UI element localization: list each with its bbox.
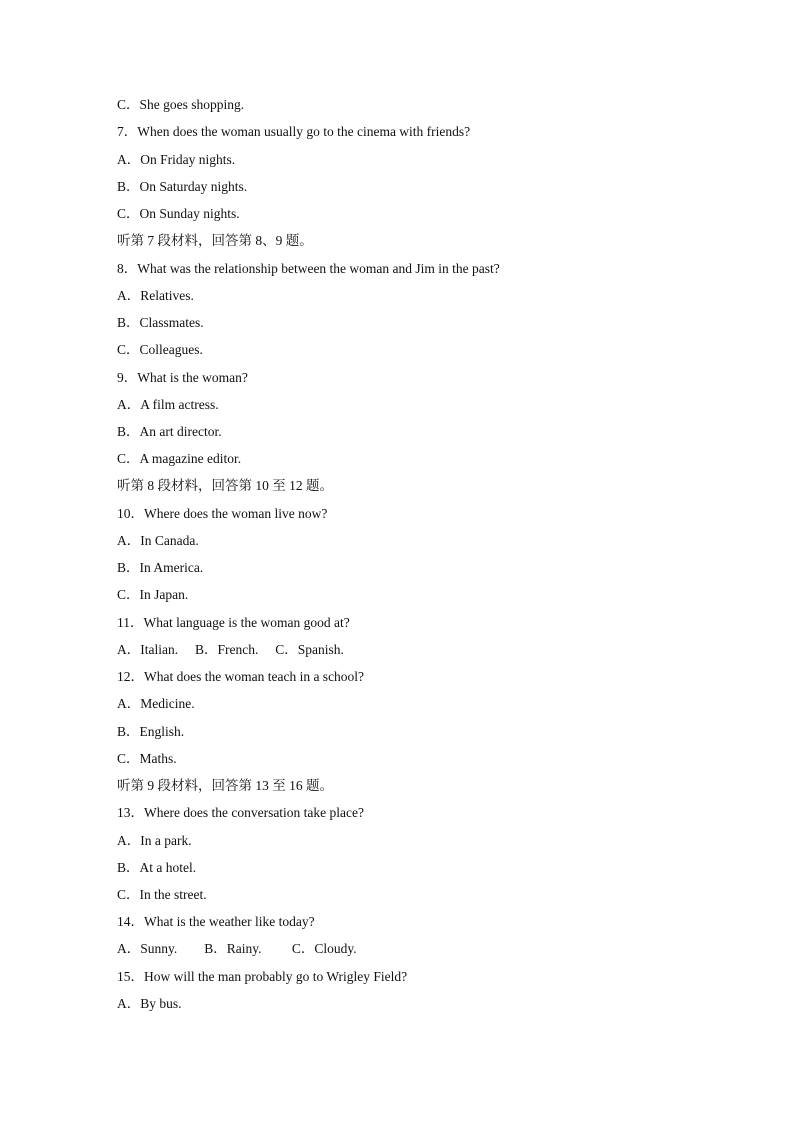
option-a: A．A film actress. (117, 397, 219, 412)
question-14: 14．What is the weather like today? (117, 914, 315, 929)
section-instruction: 听第 7 段材料，回答第 8、9 题。 (117, 233, 313, 248)
option-c: C．She goes shopping. (117, 97, 245, 112)
question-13: 13．Where does the conversation take place? (117, 805, 365, 820)
question-8: 8．What was the relationship between the woman and Jim in the past? (117, 261, 500, 276)
option-a: A．On Friday nights. (117, 152, 236, 167)
option-b: B．An art director. (117, 424, 222, 439)
question-7: 7．When does the woman usually go to the cinema with friends? (117, 124, 471, 139)
option-c: C．Colleagues. (117, 342, 203, 357)
option-b: B．Classmates. (117, 315, 204, 330)
section-instruction: 听第 9 段材料，回答第 13 至 16 题。 (117, 778, 333, 793)
options-row: A．Italian. B．French. C．Spanish. (117, 642, 344, 657)
option-c: C．In Japan. (117, 587, 189, 602)
option-c: C．In the street. (117, 887, 207, 902)
option-c: C．A magazine editor. (117, 451, 242, 466)
question-10: 10．Where does the woman live now? (117, 506, 328, 521)
section-instruction: 听第 8 段材料，回答第 10 至 12 题。 (117, 478, 333, 493)
option-a: A．Relatives. (117, 288, 194, 303)
option-b: B．English. (117, 724, 185, 739)
question-12: 12．What does the woman teach in a school? (117, 669, 365, 684)
options-row: A．Sunny. B．Rainy. C．Cloudy. (117, 941, 357, 956)
option-a: A．By bus. (117, 996, 182, 1011)
option-a: A．Medicine. (117, 696, 195, 711)
option-c: C．On Sunday nights. (117, 206, 240, 221)
option-b: B．In America. (117, 560, 204, 575)
option-c: C．Maths. (117, 751, 177, 766)
option-a: A．In a park. (117, 833, 192, 848)
option-b: B．At a hotel. (117, 860, 197, 875)
question-11: 11．What language is the woman good at? (117, 615, 350, 630)
question-15: 15．How will the man probably go to Wrigley Field? (117, 969, 408, 984)
option-b: B．On Saturday nights. (117, 179, 248, 194)
option-a: A．In Canada. (117, 533, 199, 548)
question-9: 9．What is the woman? (117, 370, 248, 385)
